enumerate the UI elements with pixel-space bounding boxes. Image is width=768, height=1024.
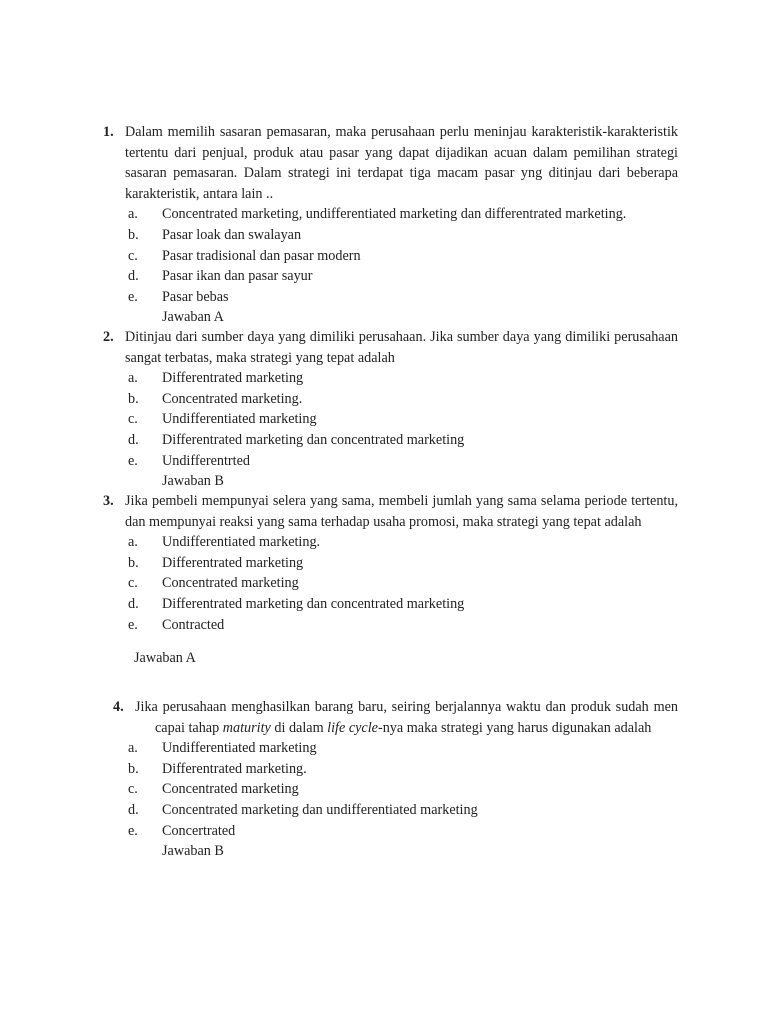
- option-a: [103, 204, 678, 225]
- option-text: Concertrated: [162, 822, 236, 839]
- option-letter: b.: [128, 760, 139, 777]
- option-letter: d.: [128, 431, 139, 448]
- option-text: Differentrated marketing dan concentrated marketing: [162, 431, 465, 448]
- question-text: Jika pembeli mempunyai selera yang sama, membeli jumlah yang sama selama periode tertentu, dan mempunyai reaksi yang sama terhadap usaha promosi, maka strategi yang tepat adalah: [125, 493, 678, 530]
- question-2: [103, 327, 678, 492]
- option-list: [103, 532, 678, 635]
- question-text-fragment: di dalam: [270, 719, 328, 736]
- option-a: [103, 368, 678, 389]
- option-text: Pasar loak dan swalayan: [162, 226, 302, 243]
- question-4: [103, 697, 678, 862]
- option-text: Undifferentiated marketing.: [162, 534, 321, 551]
- option-c: [103, 573, 678, 594]
- question-2-header: [103, 327, 678, 368]
- option-letter: c.: [128, 781, 138, 798]
- question-3-header: [103, 491, 678, 532]
- answer-key: Jawaban A: [134, 650, 196, 667]
- question-number: 3.: [103, 493, 114, 509]
- option-letter: d.: [128, 268, 139, 285]
- option-list: [103, 204, 678, 307]
- option-text: Differentrated marketing.: [162, 760, 307, 777]
- option-text: Concentrated marketing.: [162, 390, 303, 407]
- option-letter: b.: [128, 554, 139, 571]
- option-text: Concentrated marketing: [162, 781, 299, 798]
- question-number: 2.: [103, 329, 114, 345]
- option-letter: c.: [128, 411, 138, 428]
- option-e: [103, 821, 678, 842]
- question-1-header: [103, 122, 678, 204]
- answer-key: Jawaban A: [162, 309, 224, 326]
- option-letter: a.: [128, 370, 138, 387]
- option-letter: b.: [128, 226, 139, 243]
- option-letter: e.: [128, 288, 138, 305]
- question-number: 1.: [103, 124, 114, 140]
- option-c: [103, 409, 678, 430]
- option-d: [103, 594, 678, 615]
- question-4-header: [103, 697, 678, 738]
- question-text: Ditinjau dari sumber daya yang dimiliki perusahaan. Jika sumber daya yang dimiliki perusahaan sangat terbatas, maka strategi yang tepat adalah: [125, 329, 678, 366]
- question-1: [103, 122, 678, 328]
- term-life-cycle: life cycle: [327, 719, 378, 736]
- option-letter: e.: [128, 822, 138, 839]
- question-text-line: Jika perusahaan menghasilkan barang baru, seiring berjalannya waktu dan produk sudah: [135, 699, 649, 715]
- option-letter: e.: [128, 452, 138, 469]
- option-letter: c.: [128, 247, 138, 264]
- option-b: [103, 759, 678, 780]
- option-e: [103, 615, 678, 636]
- option-text: Concentrated marketing: [162, 575, 299, 592]
- option-text: Pasar ikan dan pasar sayur: [162, 268, 313, 285]
- question-text-fragment: capai tahap: [155, 719, 223, 736]
- option-b: [103, 225, 678, 246]
- option-text: Pasar bebas: [162, 288, 229, 305]
- option-d: [103, 266, 678, 287]
- question-text-fragment: -nya maka strategi yang harus digunakan adalah: [377, 719, 652, 736]
- option-letter: a.: [128, 534, 138, 551]
- option-letter: e.: [128, 616, 138, 633]
- option-d: [103, 800, 678, 821]
- option-text: Differentrated marketing: [162, 370, 304, 387]
- question-text: [135, 697, 678, 738]
- option-text: Concentrated marketing dan undifferentiated marketing: [162, 801, 478, 818]
- question-text-fragment: men: [653, 699, 678, 715]
- option-letter: d.: [128, 801, 139, 818]
- option-text: Undifferentiated marketing: [162, 411, 317, 428]
- option-list: [103, 738, 678, 841]
- option-list: [103, 368, 678, 471]
- option-text: Undifferentrted: [162, 452, 250, 469]
- option-c: [103, 779, 678, 800]
- option-e: [103, 451, 678, 472]
- option-letter: c.: [128, 575, 138, 592]
- option-a: [103, 738, 678, 759]
- term-maturity: maturity: [222, 719, 271, 736]
- option-d: [103, 430, 678, 451]
- option-letter: a.: [128, 740, 138, 757]
- option-text: Concentrated marketing, undifferentiated marketing dan differentrated marketing.: [162, 206, 627, 223]
- option-b: [103, 389, 678, 410]
- option-a: [103, 532, 678, 553]
- option-c: [103, 246, 678, 267]
- option-text: Differentrated marketing: [162, 554, 304, 571]
- option-e: [103, 287, 678, 308]
- option-letter: d.: [128, 595, 139, 612]
- answer-key: Jawaban B: [162, 473, 224, 490]
- option-text: Contracted: [162, 616, 225, 633]
- question-text: Dalam memilih sasaran pemasaran, maka perusahaan perlu meninjau karakteristik-karakteristik tertentu dari penjual, produk atau pasar yang dapat dijadikan acuan dalam pemilihan strategi sasaran pemasaran. Dalam strategi ini terdapat tiga macam pasar yng ditinjau dari beberapa karakteristik, antara lain ..: [125, 124, 678, 202]
- option-text: Pasar tradisional dan pasar modern: [162, 247, 361, 264]
- option-letter: a.: [128, 206, 138, 223]
- option-text: Differentrated marketing dan concentrated marketing: [162, 595, 465, 612]
- question-3: [103, 491, 678, 669]
- option-text: Undifferentiated marketing: [162, 740, 317, 757]
- option-b: [103, 553, 678, 574]
- option-letter: b.: [128, 390, 139, 407]
- answer-key: Jawaban B: [162, 843, 224, 860]
- question-number: 4.: [113, 699, 124, 715]
